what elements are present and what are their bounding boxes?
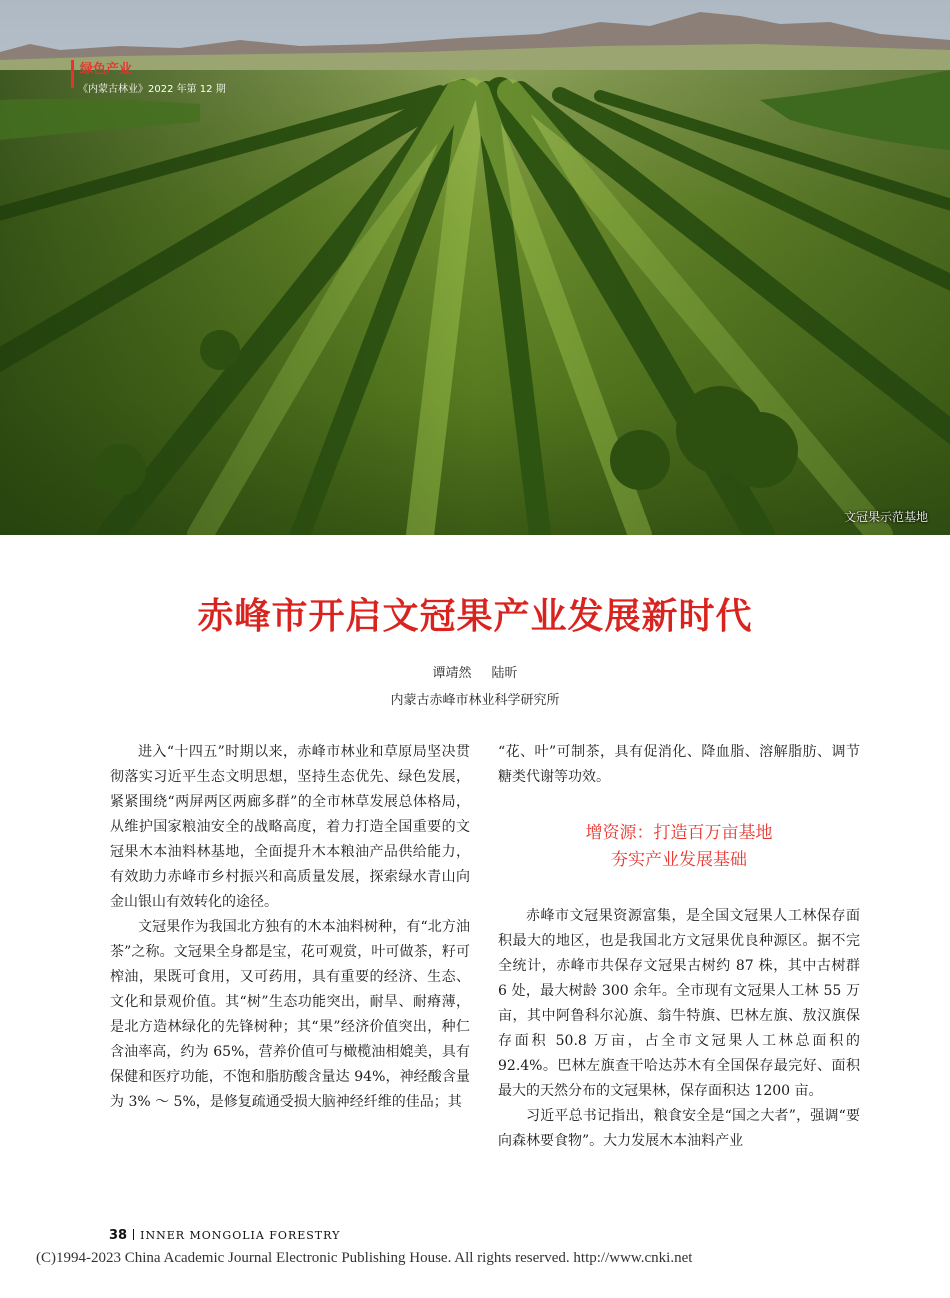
section-tag: 绿色产业 xyxy=(80,62,133,77)
issue-line: 《内蒙古林业》2022 年第 12 期 xyxy=(78,84,226,95)
copyright-notice: (C)1994-2023 China Academic Journal Electronic Publishing House. All rights reserved. http://www.cnki.net xyxy=(36,1250,693,1266)
body-paragraph: 赤峰市文冠果资源富集，是全国文冠果人工林保存面积最大的地区，也是我国北方文冠果优良种源区。据不完全统计，赤峰市共保存文冠果古树约 87 株，其中古树群 6 处，最大树龄 300 余年。全市现有文冠果人工林 55 万亩，其中阿鲁科尔沁旗、翁牛特旗、巴林左旗、敖汉旗保存面积 50.8 万亩，占全市文冠果人工林总面积的 92.4%。巴林左旗查干哈达苏木有全国保存最完好、面积最大的天然分布的文冠果林，保存面积达 1200 亩。 xyxy=(498,908,860,1099)
section-tag-bar xyxy=(71,60,74,88)
hero-photo xyxy=(0,0,950,535)
journal-name: INNER MONGOLIA FORESTRY xyxy=(140,1229,341,1242)
body-paragraph: 习近平总书记指出，粮食安全是“国之大者”，强调“要向森林要食物”。大力发展木本油料产业 xyxy=(498,1108,860,1149)
author-name: 谭靖然 xyxy=(432,666,472,681)
subheading-line: 增资源：打造百万亩基地 xyxy=(585,823,773,843)
body-paragraph-continued: “花、叶”可制茶，具有促消化、降血脂、溶解脂肪、调节糖类代谢等功效。 xyxy=(498,744,860,785)
article-title: 赤峰市开启文冠果产业发展新时代 xyxy=(197,595,753,637)
folio-divider xyxy=(133,1229,134,1240)
authors xyxy=(0,662,950,681)
subheading-line: 夯实产业发展基础 xyxy=(611,850,747,870)
body-column-right xyxy=(498,740,860,1154)
author-name: 陆昕 xyxy=(491,666,518,681)
body-paragraph: 文冠果作为我国北方独有的木本油料树种，有“北方油茶”之称。文冠果全身都是宝，花可观赏，叶可做茶，籽可榨油，果既可食用，又可药用，具有重要的经济、生态、文化和景观价值。其“树”生态功能突出，耐旱、耐瘠薄，是北方造林绿化的先锋树种；其“果”经济价值突出，种仁含油率高，约为 65%，营养价值可与橄榄油相媲美，具有保健和医疗功能，不饱和脂肪酸含量达 94%，神经酸含量为 3% ～ 5%，是修复疏通受损大脑神经纤维的佳品；其 xyxy=(110,919,470,1110)
page-number: 38 xyxy=(109,1228,128,1243)
photo-caption: 文冠果示范基地 xyxy=(843,510,928,524)
body-paragraph: 进入“十四五”时期以来，赤峰市林业和草原局坚决贯彻落实习近平生态文明思想，坚持生态优先、绿色发展，紧紧围绕“两屏两区两廊多群”的全市林草发展总体格局，从维护国家粮油安全的战略高度，着力打造全国重要的文冠果木本油料林基地，全面提升木本粮油产品供给能力，有效助力赤峰市乡村振兴和高质量发展，探索绿水青山向金山银山有效转化的途径。 xyxy=(110,744,470,910)
page-folio xyxy=(109,1228,340,1243)
affiliation: 内蒙古赤峰市林业科学研究所 xyxy=(390,693,560,708)
body-column-left xyxy=(110,740,470,1115)
section-subheading xyxy=(498,820,860,874)
